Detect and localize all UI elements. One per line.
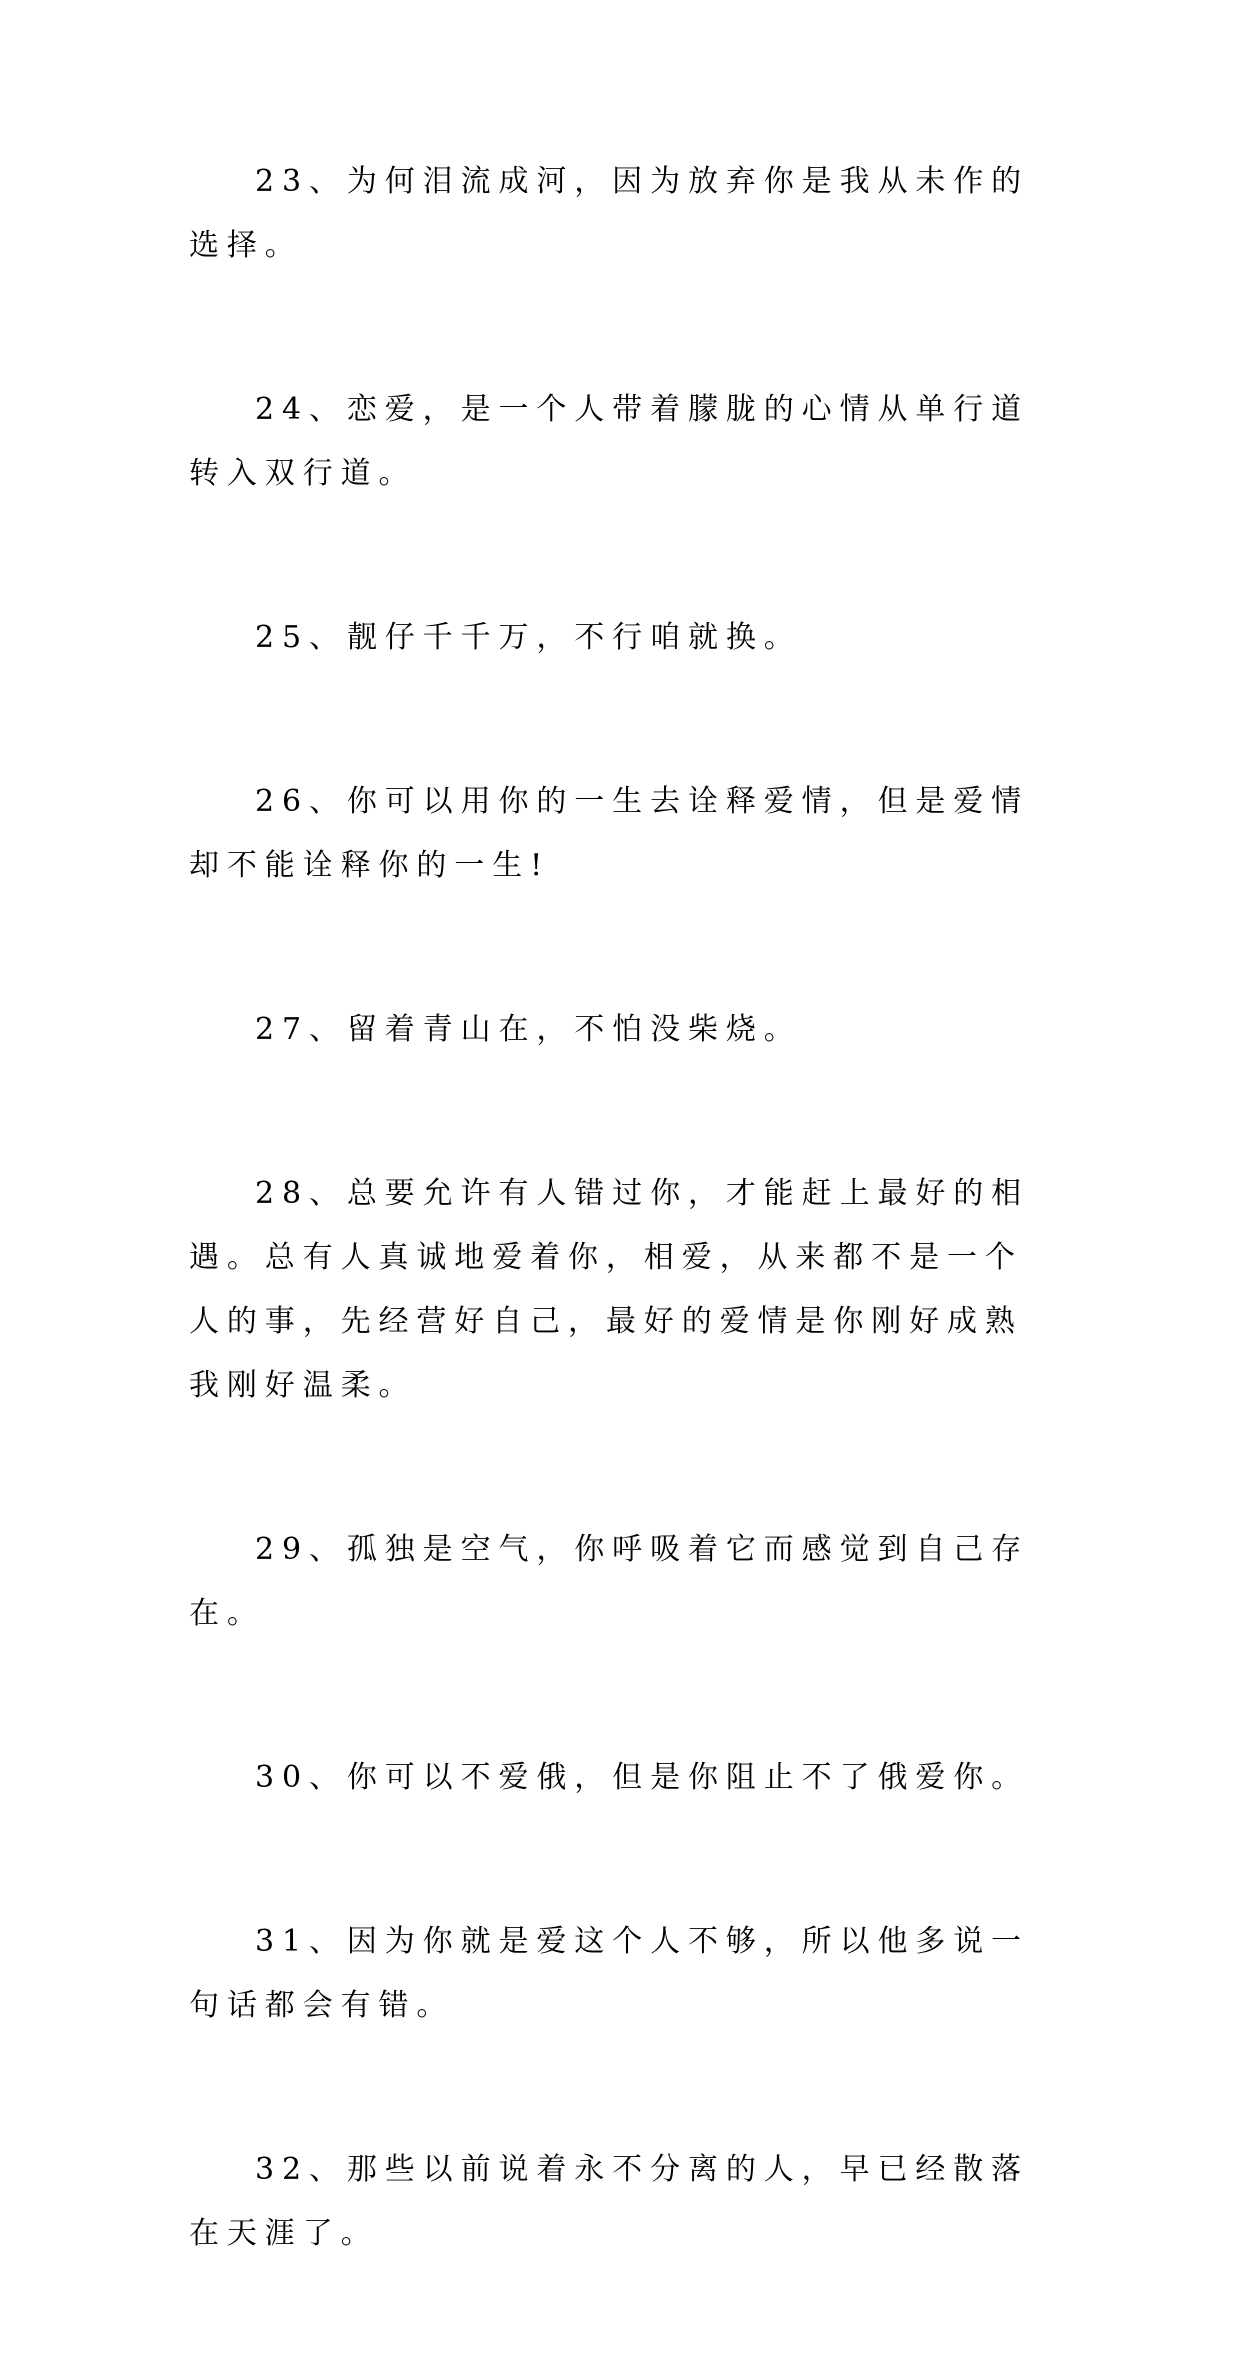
document-page	[189, 150, 1051, 2366]
paragraph-32: 32、那些以前说着永不分离的人，早已经散落在天涯了。	[189, 2152, 1030, 2251]
paragraph-28: 28、总要允许有人错过你，才能赶上最好的相遇。总有人真诚地爱着你，相爱，从来都不是一个人的事，先经营好自己，最好的爱情是你刚好成熟我刚好温柔。	[189, 1176, 1030, 1403]
paragraph-26: 26、你可以用你的一生去诠释爱情，但是爱情却不能诠释你的一生!	[189, 784, 1030, 883]
paragraph-30: 30、你可以不爱俄，但是你阻止不了俄爱你。	[255, 1760, 1030, 1795]
paragraph-27: 27、留着青山在，不怕没柴烧。	[255, 1012, 802, 1047]
paragraph-25: 25、靓仔千千万，不行咱就换。	[255, 620, 802, 655]
paragraph-24: 24、恋爱，是一个人带着朦胧的心情从单行道转入双行道。	[189, 392, 1030, 491]
paragraph-23: 23、为何泪流成河，因为放弃你是我从未作的选择。	[189, 164, 1030, 263]
paragraph-29: 29、孤独是空气，你呼吸着它而感觉到自己存在。	[189, 1532, 1030, 1631]
paragraph-31: 31、因为你就是爱这个人不够，所以他多说一句话都会有错。	[189, 1924, 1030, 2023]
